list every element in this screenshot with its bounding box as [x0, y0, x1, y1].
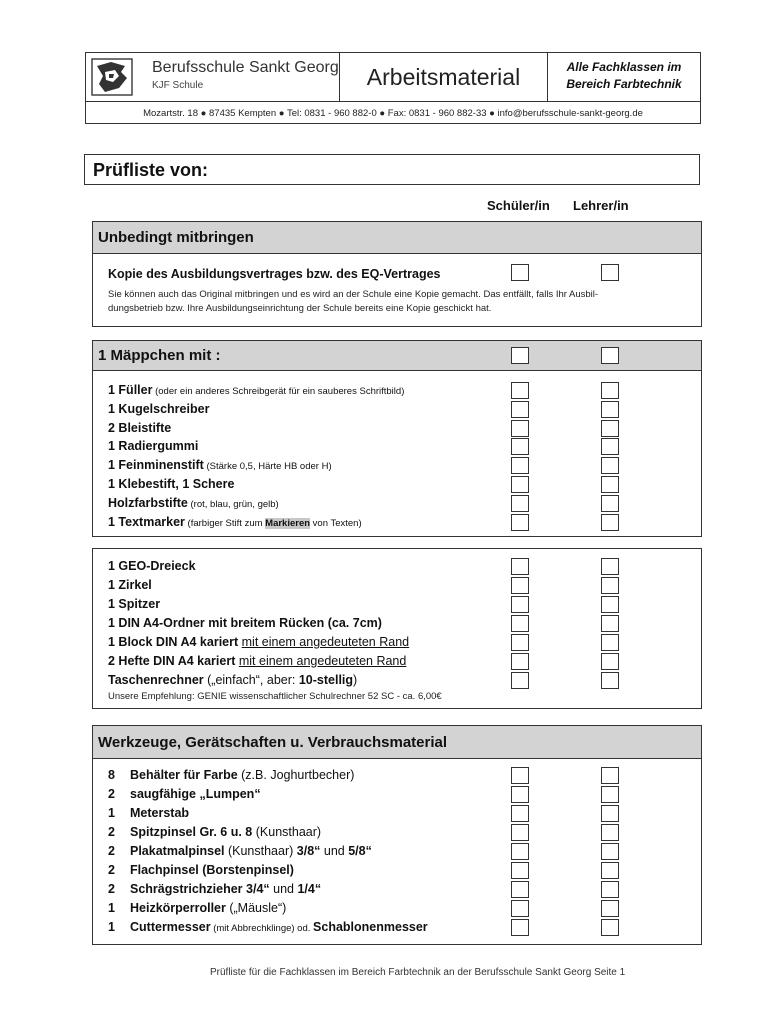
student-checkbox[interactable] [511, 672, 529, 689]
item-label: Meterstab [130, 806, 190, 820]
item-label: 1 Spitzer [108, 597, 161, 611]
teacher-checkbox[interactable] [601, 514, 619, 531]
item-label: 2 Bleistifte [108, 421, 172, 435]
list-item [108, 438, 198, 455]
item-emphasis: 5/8“ [348, 844, 372, 858]
school-address: Mozartstr. 18 ● 87435 Kempten ● Tel: 0831 - 960 882-0 ● Fax: 0831 - 960 882-33 ● info@berufsschule-sankt-georg.de [143, 108, 643, 119]
teacher-checkbox[interactable] [601, 919, 619, 936]
teacher-checkbox[interactable] [601, 843, 619, 860]
student-checkbox[interactable] [511, 862, 529, 879]
item-label: 1 DIN A4-Ordner mit breitem Rücken (ca. 7cm) [108, 616, 382, 630]
list-item [130, 862, 294, 879]
teacher-checkbox[interactable] [601, 634, 619, 651]
teacher-checkbox[interactable] [601, 596, 619, 613]
student-checkbox[interactable] [511, 596, 529, 613]
list-item [108, 596, 160, 613]
list-item [130, 786, 261, 803]
item-note: („einfach“, aber: [203, 673, 299, 687]
item-note: (Kunsthaar) [224, 844, 297, 858]
teacher-checkbox[interactable] [601, 457, 619, 474]
item-label: Cuttermesser [130, 920, 211, 934]
item-label: Spitzpinsel Gr. 6 u. 8 [130, 825, 253, 839]
teacher-checkbox[interactable] [601, 438, 619, 455]
list-item [108, 401, 209, 418]
student-checkbox[interactable] [511, 577, 529, 594]
item-note: und [269, 882, 298, 896]
item-label: Schrägstrichzieher 3/4“ [130, 882, 270, 896]
list-item [130, 767, 354, 784]
student-checkbox[interactable] [511, 558, 529, 575]
item-quantity: 1 [108, 806, 115, 820]
item-label: 1 GEO-Dreieck [108, 559, 196, 573]
list-item [108, 653, 406, 670]
item-label: Flachpinsel (Borstenpinsel) [130, 863, 294, 877]
list-item [108, 615, 382, 632]
list-item [108, 457, 332, 475]
student-checkbox-section[interactable] [511, 347, 529, 364]
item-emphasis: Schablonenmesser [313, 920, 428, 934]
recommendation-text: Unsere Empfehlung: GENIE wissenschaftlicher Schulrechner 52 SC - ca. 6,00€ [108, 691, 442, 702]
student-checkbox[interactable] [511, 843, 529, 860]
item-quantity: 1 [108, 920, 115, 934]
student-checkbox[interactable] [511, 514, 529, 531]
note-text-line-1: Sie können auch das Original mitbringen und es wird an der Schule eine Kopie gemacht. Das entfällt, falls Ihr Ausbil- [108, 289, 599, 300]
teacher-checkbox[interactable] [601, 558, 619, 575]
note-text-line-2: dungsbetrieb bzw. Ihre Ausbildungseinrichtung der Schule bereits eine Kopie geschickt hat. [108, 303, 492, 314]
student-checkbox[interactable] [511, 805, 529, 822]
teacher-checkbox[interactable] [601, 767, 619, 784]
item-emphasis: 1/4“ [297, 882, 322, 896]
teacher-checkbox[interactable] [601, 672, 619, 689]
list-item [108, 495, 279, 513]
item-note: ) [353, 673, 358, 687]
item-emphasis: 10-stellig [298, 673, 354, 687]
list-item [108, 266, 441, 283]
list-item [108, 672, 357, 689]
teacher-checkbox[interactable] [601, 495, 619, 512]
teacher-checkbox[interactable] [601, 476, 619, 493]
list-item [108, 420, 171, 437]
document-header [85, 52, 701, 124]
column-header-student: Schüler/in [487, 198, 550, 213]
item-label: 1 Feinminenstift [108, 458, 204, 472]
item-note: und [320, 844, 349, 858]
item-label: Plakatmalpinsel [130, 844, 225, 858]
student-checkbox[interactable] [511, 495, 529, 512]
column-header-teacher: Lehrer/in [573, 198, 629, 213]
list-item [108, 558, 196, 575]
teacher-checkbox[interactable] [601, 615, 619, 632]
page-footer: Prüfliste für die Fachklassen im Bereich Farbtechnik an der Berufsschule Sankt Georg Seite 1 [210, 967, 626, 978]
item-label: 1 Kugelschreiber [108, 402, 210, 416]
item-label: 1 Block DIN A4 kariert [108, 635, 239, 649]
teacher-checkbox-section[interactable] [601, 347, 619, 364]
item-note: (z.B. Joghurtbecher) [237, 768, 355, 782]
teacher-checkbox[interactable] [601, 401, 619, 418]
item-quantity: 2 [108, 844, 115, 858]
item-note: (rot, blau, grün, gelb) [187, 499, 279, 510]
section-heading [93, 222, 701, 254]
list-item [130, 843, 372, 860]
item-label: saugfähige „Lumpen“ [130, 787, 261, 801]
item-note: von Texten) [310, 518, 362, 529]
header-note [548, 59, 700, 93]
item-label: 1 Textmarker [108, 515, 185, 529]
teacher-checkbox[interactable] [601, 786, 619, 803]
school-logo-block [86, 53, 340, 102]
list-item [130, 900, 286, 917]
teacher-checkbox[interactable] [601, 653, 619, 670]
item-label: 1 Zirkel [108, 578, 152, 592]
section-heading-text: 1 Mäppchen mit : [98, 347, 221, 364]
student-checkbox[interactable] [511, 786, 529, 803]
item-quantity: 2 [108, 863, 115, 877]
item-label: Behälter für Farbe [130, 768, 238, 782]
item-quantity: 2 [108, 787, 115, 801]
document-title: Arbeitsmaterial [340, 53, 548, 102]
item-note: (farbiger Stift zum [184, 518, 266, 529]
teacher-checkbox[interactable] [601, 805, 619, 822]
list-item [130, 881, 321, 898]
student-checkbox[interactable] [511, 900, 529, 917]
item-underlined: mit einem angedeuteten Rand [241, 635, 410, 649]
teacher-checkbox[interactable] [601, 382, 619, 399]
student-checkbox[interactable] [511, 881, 529, 898]
list-item [108, 577, 152, 594]
student-checkbox[interactable] [511, 634, 529, 651]
list-item [108, 382, 404, 400]
item-quantity: 2 [108, 882, 115, 896]
school-subtitle: KJF Schule [152, 80, 204, 91]
student-checkbox[interactable] [511, 457, 529, 474]
list-item [108, 514, 362, 532]
item-emphasis: 3/8“ [296, 844, 321, 858]
item-label: Heizkörperroller [130, 901, 226, 915]
teacher-checkbox[interactable] [601, 420, 619, 437]
teacher-checkbox[interactable] [601, 824, 619, 841]
item-note: (mit Abbrechklinge) od. [210, 923, 314, 934]
item-note: („Mäusle“) [225, 901, 287, 915]
item-note: (Stärke 0,5, Härte HB oder H) [203, 461, 332, 472]
list-item [130, 805, 189, 822]
highlighted-word: Markieren [265, 518, 311, 529]
section-heading [93, 726, 701, 759]
student-checkbox[interactable] [511, 767, 529, 784]
teacher-checkbox[interactable] [601, 862, 619, 879]
section-heading-text: Werkzeuge, Gerätschaften u. Verbrauchsmaterial [98, 734, 448, 751]
student-checkbox[interactable] [511, 615, 529, 632]
list-item [108, 476, 234, 493]
item-underlined: mit einem angedeuteten Rand [238, 654, 407, 668]
header-note-line-2: Bereich Farbtechnik [566, 77, 682, 91]
student-checkbox[interactable] [511, 420, 529, 437]
teacher-checkbox[interactable] [601, 900, 619, 917]
item-note: (Kunsthaar) [252, 825, 322, 839]
item-label: Kopie des Ausbildungsvertrages bzw. des EQ-Vertrages [108, 267, 441, 281]
school-name: Berufsschule Sankt Georg [152, 59, 339, 76]
teacher-checkbox[interactable] [601, 264, 619, 281]
list-item [130, 824, 321, 841]
student-checkbox[interactable] [511, 824, 529, 841]
student-checkbox[interactable] [511, 919, 529, 936]
item-label: Holzfarbstifte [108, 496, 188, 510]
item-label: 1 Radiergummi [108, 439, 199, 453]
list-item [108, 634, 409, 651]
student-checkbox[interactable] [511, 382, 529, 399]
checklist-title: Prüfliste von: [93, 160, 209, 180]
item-quantity: 1 [108, 901, 115, 915]
student-checkbox[interactable] [511, 476, 529, 493]
item-note: (oder ein anderes Schreibgerät für ein sauberes Schriftbild) [152, 386, 405, 397]
item-quantity: 8 [108, 768, 115, 782]
header-top-row [86, 53, 700, 102]
item-quantity: 2 [108, 825, 115, 839]
section-heading-text: Unbedingt mitbringen [98, 229, 254, 246]
student-checkbox[interactable] [511, 438, 529, 455]
teacher-checkbox[interactable] [601, 577, 619, 594]
checklist-name-field[interactable] [84, 154, 700, 185]
item-label: 1 Füller [108, 383, 153, 397]
list-item [130, 919, 428, 937]
student-checkbox[interactable] [511, 653, 529, 670]
header-note-line-1: Alle Fachklassen im [566, 60, 682, 74]
teacher-checkbox[interactable] [601, 881, 619, 898]
student-checkbox[interactable] [511, 264, 529, 281]
item-label: 1 Klebestift, 1 Schere [108, 477, 235, 491]
item-label: Taschenrechner [108, 673, 204, 687]
student-checkbox[interactable] [511, 401, 529, 418]
item-label: 2 Hefte DIN A4 kariert [108, 654, 236, 668]
school-logo-icon [91, 58, 133, 96]
